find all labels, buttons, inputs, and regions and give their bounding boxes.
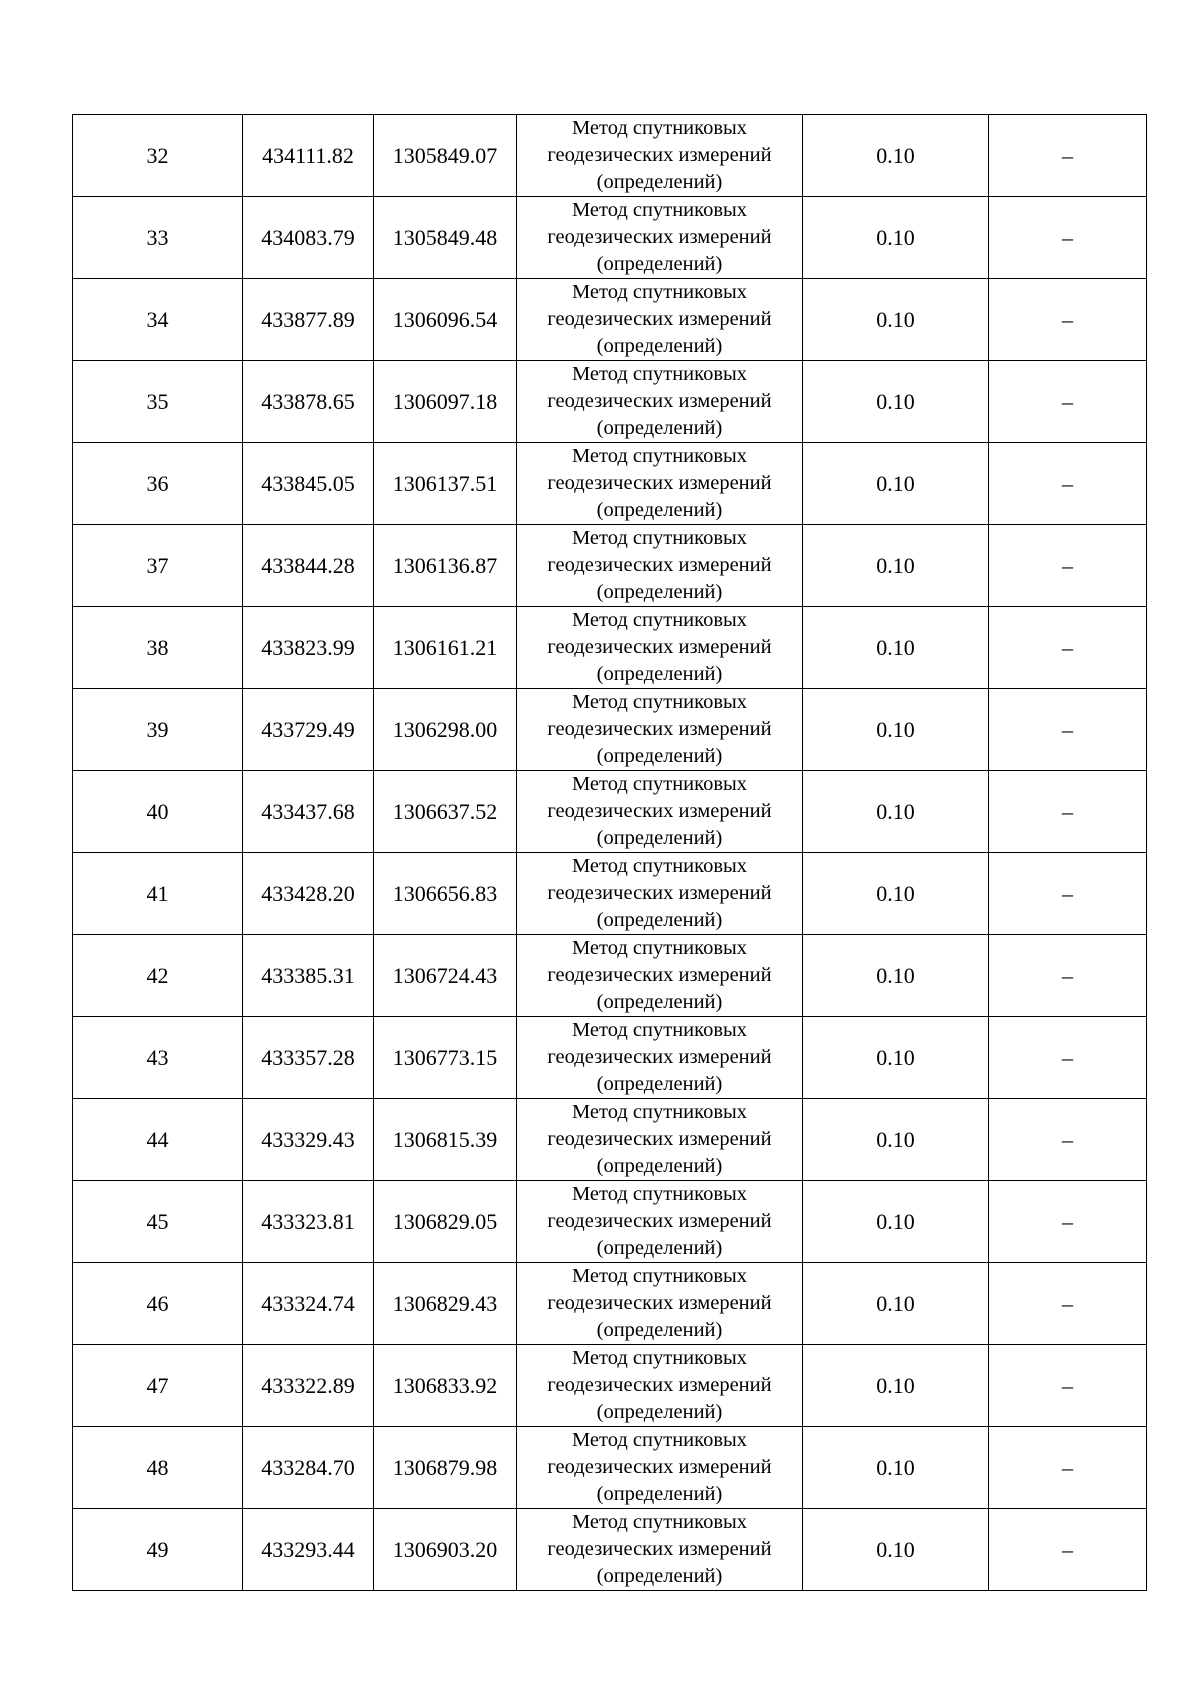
y-coordinate-cell: 1306097.18: [374, 361, 517, 443]
method-line: геодезических измерений: [547, 1374, 772, 1396]
y-coordinate-cell: 1306829.05: [374, 1181, 517, 1263]
y-coordinate-cell: 1306298.00: [374, 689, 517, 771]
method-line: (определений): [596, 1401, 723, 1423]
method-cell: [517, 1427, 803, 1509]
dash-cell: –: [989, 115, 1147, 197]
method-line: геодезических измерений: [547, 718, 772, 740]
x-coordinate-cell: 433877.89: [243, 279, 374, 361]
method-line: Метод спутниковых: [571, 117, 748, 139]
method-line: (определений): [596, 171, 723, 193]
method-line: Метод спутниковых: [571, 937, 748, 959]
x-coordinate-cell: 433329.43: [243, 1099, 374, 1181]
x-coordinate-cell: 433293.44: [243, 1509, 374, 1591]
table-row: [73, 1181, 1147, 1263]
method-line: Метод спутниковых: [571, 1347, 748, 1369]
table-row: [73, 853, 1147, 935]
x-coordinate-cell: 433322.89: [243, 1345, 374, 1427]
point-number-cell: 41: [73, 853, 243, 935]
accuracy-cell: 0.10: [803, 361, 989, 443]
method-line: (определений): [596, 1319, 723, 1341]
point-number-cell: 38: [73, 607, 243, 689]
y-coordinate-cell: 1306096.54: [374, 279, 517, 361]
accuracy-cell: 0.10: [803, 1509, 989, 1591]
y-coordinate-cell: 1306656.83: [374, 853, 517, 935]
method-line: (определений): [596, 1155, 723, 1177]
point-number-cell: 47: [73, 1345, 243, 1427]
point-number-cell: 46: [73, 1263, 243, 1345]
table-row: [73, 1345, 1147, 1427]
dash-cell: –: [989, 279, 1147, 361]
dash-cell: –: [989, 1099, 1147, 1181]
table-row: [73, 1017, 1147, 1099]
y-coordinate-cell: 1305849.07: [374, 115, 517, 197]
method-line: геодезических измерений: [547, 636, 772, 658]
method-line: (определений): [596, 1073, 723, 1095]
y-coordinate-cell: 1306829.43: [374, 1263, 517, 1345]
x-coordinate-cell: 433729.49: [243, 689, 374, 771]
method-line: (определений): [596, 335, 723, 357]
x-coordinate-cell: 433385.31: [243, 935, 374, 1017]
method-line: (определений): [596, 1237, 723, 1259]
point-number-cell: 35: [73, 361, 243, 443]
method-cell: [517, 1509, 803, 1591]
method-cell: [517, 443, 803, 525]
x-coordinate-cell: 433428.20: [243, 853, 374, 935]
y-coordinate-cell: 1305849.48: [374, 197, 517, 279]
dash-cell: –: [989, 1427, 1147, 1509]
dash-cell: –: [989, 771, 1147, 853]
method-line: Метод спутниковых: [571, 1101, 748, 1123]
table-row: [73, 1099, 1147, 1181]
method-line: геодезических измерений: [547, 390, 772, 412]
x-coordinate-cell: 433845.05: [243, 443, 374, 525]
method-cell: [517, 771, 803, 853]
accuracy-cell: 0.10: [803, 1345, 989, 1427]
point-number-cell: 48: [73, 1427, 243, 1509]
method-line: Метод спутниковых: [571, 773, 748, 795]
method-line: (определений): [596, 1483, 723, 1505]
method-line: Метод спутниковых: [571, 1019, 748, 1041]
dash-cell: –: [989, 1345, 1147, 1427]
method-line: Метод спутниковых: [571, 281, 748, 303]
method-line: геодезических измерений: [547, 964, 772, 986]
x-coordinate-cell: 433823.99: [243, 607, 374, 689]
y-coordinate-cell: 1306903.20: [374, 1509, 517, 1591]
method-line: Метод спутниковых: [571, 691, 748, 713]
method-line: Метод спутниковых: [571, 855, 748, 877]
point-number-cell: 32: [73, 115, 243, 197]
x-coordinate-cell: 433323.81: [243, 1181, 374, 1263]
coordinates-table: [72, 114, 1147, 1591]
accuracy-cell: 0.10: [803, 1017, 989, 1099]
method-cell: [517, 279, 803, 361]
method-line: Метод спутниковых: [571, 1183, 748, 1205]
method-line: Метод спутниковых: [571, 363, 748, 385]
method-line: геодезических измерений: [547, 1456, 772, 1478]
method-line: Метод спутниковых: [571, 1511, 748, 1533]
accuracy-cell: 0.10: [803, 853, 989, 935]
point-number-cell: 49: [73, 1509, 243, 1591]
method-cell: [517, 1263, 803, 1345]
method-cell: [517, 525, 803, 607]
method-line: (определений): [596, 253, 723, 275]
method-line: геодезических измерений: [547, 226, 772, 248]
method-line: Метод спутниковых: [571, 445, 748, 467]
x-coordinate-cell: 433844.28: [243, 525, 374, 607]
accuracy-cell: 0.10: [803, 607, 989, 689]
x-coordinate-cell: 433357.28: [243, 1017, 374, 1099]
method-line: геодезических измерений: [547, 144, 772, 166]
method-line: Метод спутниковых: [571, 527, 748, 549]
point-number-cell: 40: [73, 771, 243, 853]
dash-cell: –: [989, 1263, 1147, 1345]
method-line: Метод спутниковых: [571, 199, 748, 221]
table-row: [73, 1263, 1147, 1345]
y-coordinate-cell: 1306773.15: [374, 1017, 517, 1099]
accuracy-cell: 0.10: [803, 771, 989, 853]
y-coordinate-cell: 1306136.87: [374, 525, 517, 607]
method-line: геодезических измерений: [547, 554, 772, 576]
point-number-cell: 44: [73, 1099, 243, 1181]
accuracy-cell: 0.10: [803, 1099, 989, 1181]
method-line: геодезических измерений: [547, 1292, 772, 1314]
accuracy-cell: 0.10: [803, 689, 989, 771]
method-line: геодезических измерений: [547, 1128, 772, 1150]
y-coordinate-cell: 1306815.39: [374, 1099, 517, 1181]
point-number-cell: 34: [73, 279, 243, 361]
method-cell: [517, 115, 803, 197]
table-body: [73, 115, 1147, 1591]
method-line: (определений): [596, 499, 723, 521]
accuracy-cell: 0.10: [803, 115, 989, 197]
dash-cell: –: [989, 935, 1147, 1017]
method-cell: [517, 935, 803, 1017]
method-cell: [517, 689, 803, 771]
x-coordinate-cell: 434083.79: [243, 197, 374, 279]
table-row: [73, 935, 1147, 1017]
method-line: (определений): [596, 663, 723, 685]
accuracy-cell: 0.10: [803, 1427, 989, 1509]
dash-cell: –: [989, 525, 1147, 607]
dash-cell: –: [989, 853, 1147, 935]
y-coordinate-cell: 1306833.92: [374, 1345, 517, 1427]
dash-cell: –: [989, 197, 1147, 279]
method-line: Метод спутниковых: [571, 1429, 748, 1451]
dash-cell: –: [989, 443, 1147, 525]
accuracy-cell: 0.10: [803, 279, 989, 361]
accuracy-cell: 0.10: [803, 1181, 989, 1263]
table-row: [73, 607, 1147, 689]
point-number-cell: 36: [73, 443, 243, 525]
y-coordinate-cell: 1306137.51: [374, 443, 517, 525]
dash-cell: –: [989, 1509, 1147, 1591]
method-line: геодезических измерений: [547, 1210, 772, 1232]
table-row: [73, 115, 1147, 197]
table-row: [73, 771, 1147, 853]
y-coordinate-cell: 1306879.98: [374, 1427, 517, 1509]
point-number-cell: 45: [73, 1181, 243, 1263]
accuracy-cell: 0.10: [803, 1263, 989, 1345]
method-line: Метод спутниковых: [571, 609, 748, 631]
x-coordinate-cell: 433324.74: [243, 1263, 374, 1345]
method-line: (определений): [596, 1565, 723, 1587]
point-number-cell: 42: [73, 935, 243, 1017]
accuracy-cell: 0.10: [803, 197, 989, 279]
method-line: (определений): [596, 909, 723, 931]
x-coordinate-cell: 433878.65: [243, 361, 374, 443]
dash-cell: –: [989, 361, 1147, 443]
accuracy-cell: 0.10: [803, 443, 989, 525]
table-row: [73, 525, 1147, 607]
method-cell: [517, 1345, 803, 1427]
table-row: [73, 443, 1147, 525]
method-line: (определений): [596, 581, 723, 603]
dash-cell: –: [989, 1017, 1147, 1099]
accuracy-cell: 0.10: [803, 525, 989, 607]
table-row: [73, 361, 1147, 443]
dash-cell: –: [989, 607, 1147, 689]
method-cell: [517, 1099, 803, 1181]
table-row: [73, 197, 1147, 279]
method-cell: [517, 1181, 803, 1263]
method-line: геодезических измерений: [547, 1046, 772, 1068]
point-number-cell: 39: [73, 689, 243, 771]
x-coordinate-cell: 433284.70: [243, 1427, 374, 1509]
method-line: геодезических измерений: [547, 800, 772, 822]
table-row: [73, 279, 1147, 361]
x-coordinate-cell: 433437.68: [243, 771, 374, 853]
method-line: (определений): [596, 991, 723, 1013]
x-coordinate-cell: 434111.82: [243, 115, 374, 197]
method-cell: [517, 361, 803, 443]
dash-cell: –: [989, 689, 1147, 771]
y-coordinate-cell: 1306161.21: [374, 607, 517, 689]
method-cell: [517, 607, 803, 689]
y-coordinate-cell: 1306724.43: [374, 935, 517, 1017]
point-number-cell: 33: [73, 197, 243, 279]
method-line: Метод спутниковых: [571, 1265, 748, 1287]
table-row: [73, 1509, 1147, 1591]
method-line: (определений): [596, 417, 723, 439]
y-coordinate-cell: 1306637.52: [374, 771, 517, 853]
table-row: [73, 689, 1147, 771]
method-cell: [517, 1017, 803, 1099]
table-row: [73, 1427, 1147, 1509]
method-line: геодезических измерений: [547, 472, 772, 494]
method-line: геодезических измерений: [547, 1538, 772, 1560]
method-line: геодезических измерений: [547, 308, 772, 330]
method-cell: [517, 853, 803, 935]
point-number-cell: 37: [73, 525, 243, 607]
method-line: (определений): [596, 827, 723, 849]
method-line: геодезических измерений: [547, 882, 772, 904]
method-cell: [517, 197, 803, 279]
point-number-cell: 43: [73, 1017, 243, 1099]
dash-cell: –: [989, 1181, 1147, 1263]
accuracy-cell: 0.10: [803, 935, 989, 1017]
method-line: (определений): [596, 745, 723, 767]
